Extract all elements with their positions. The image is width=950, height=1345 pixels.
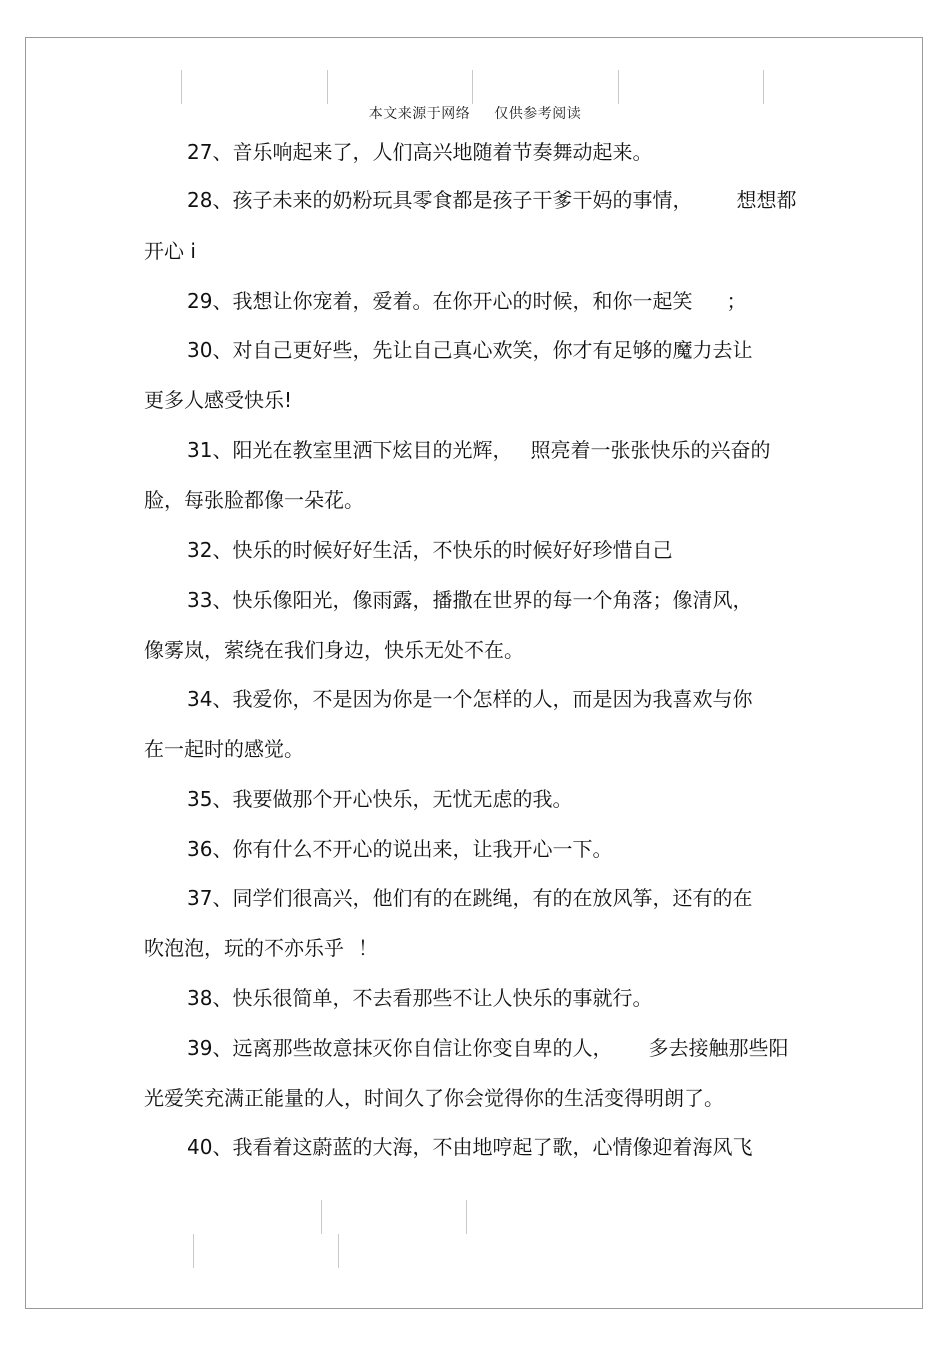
text-line: 33、快乐像阳光，像雨露，播撒在世界的每一个角落；像清风， [187, 588, 753, 612]
page-header [0, 103, 950, 123]
top-rule-5 [763, 70, 764, 104]
text-line: 38、快乐很简单，不去看那些不让人快乐的事就行。 [187, 986, 653, 1010]
text-line: 31、阳光在教室里洒下炫目的光辉， 照亮着一张张快乐的兴奋的 [187, 438, 771, 462]
text-line: 37、同学们很高兴，他们有的在跳绳，有的在放风筝，还有的在 [187, 886, 753, 910]
text-line: 27、音乐响起来了，人们高兴地随着节奏舞动起来。 [187, 140, 653, 164]
text-line: 开心 i [144, 239, 196, 263]
bottom-rule-1 [321, 1200, 322, 1234]
text-line: 脸，每张脸都像一朵花。 [144, 488, 364, 512]
text-line: 36、你有什么不开心的说出来，让我开心一下。 [187, 837, 613, 861]
top-rule-3 [472, 70, 473, 104]
text-line: 30、对自己更好些，先让自己真心欢笑，你才有足够的魔力去让 [187, 338, 753, 362]
text-line: 34、我爱你，不是因为你是一个怎样的人，而是因为我喜欢与你 [187, 687, 753, 711]
text-line: 28、孩子未来的奶粉玩具零食都是孩子干爹干妈的事情， 想想都 [187, 188, 797, 212]
text-line: 在一起时的感觉。 [144, 737, 304, 761]
text-line: 40、我看着这蔚蓝的大海，不由地哼起了歌，心情像迎着海风飞 [187, 1135, 753, 1159]
text-line: 29、我想让你宠着，爱着。在你开心的时候，和你一起笑 ； [187, 289, 747, 313]
text-line: 32、快乐的时候好好生活，不快乐的时候好好珍惜自己 [187, 538, 673, 562]
text-line: 39、远离那些故意抹灭你自信让你变自卑的人， 多去接触那些阳 [187, 1036, 789, 1060]
top-rule-1 [181, 70, 182, 104]
bottom-rule-4 [338, 1234, 339, 1268]
header-reference-note: 仅供参考阅读 [494, 106, 582, 122]
text-line: 像雾岚，萦绕在我们身边，快乐无处不在。 [144, 638, 524, 662]
bottom-rule-2 [466, 1200, 467, 1234]
bottom-rule-3 [193, 1234, 194, 1268]
text-line: 35、我要做那个开心快乐，无忧无虑的我。 [187, 787, 573, 811]
text-line: 更多人感受快乐! [144, 388, 293, 412]
text-line: 吹泡泡，玩的不亦乐乎 ！ [144, 936, 378, 960]
page-border [25, 37, 923, 1309]
text-line: 光爱笑充满正能量的人，时间久了你会觉得你的生活变得明朗了。 [144, 1086, 724, 1110]
top-rule-2 [327, 70, 328, 104]
header-source-note: 本文来源于网络 [368, 106, 471, 122]
top-rule-4 [618, 70, 619, 104]
